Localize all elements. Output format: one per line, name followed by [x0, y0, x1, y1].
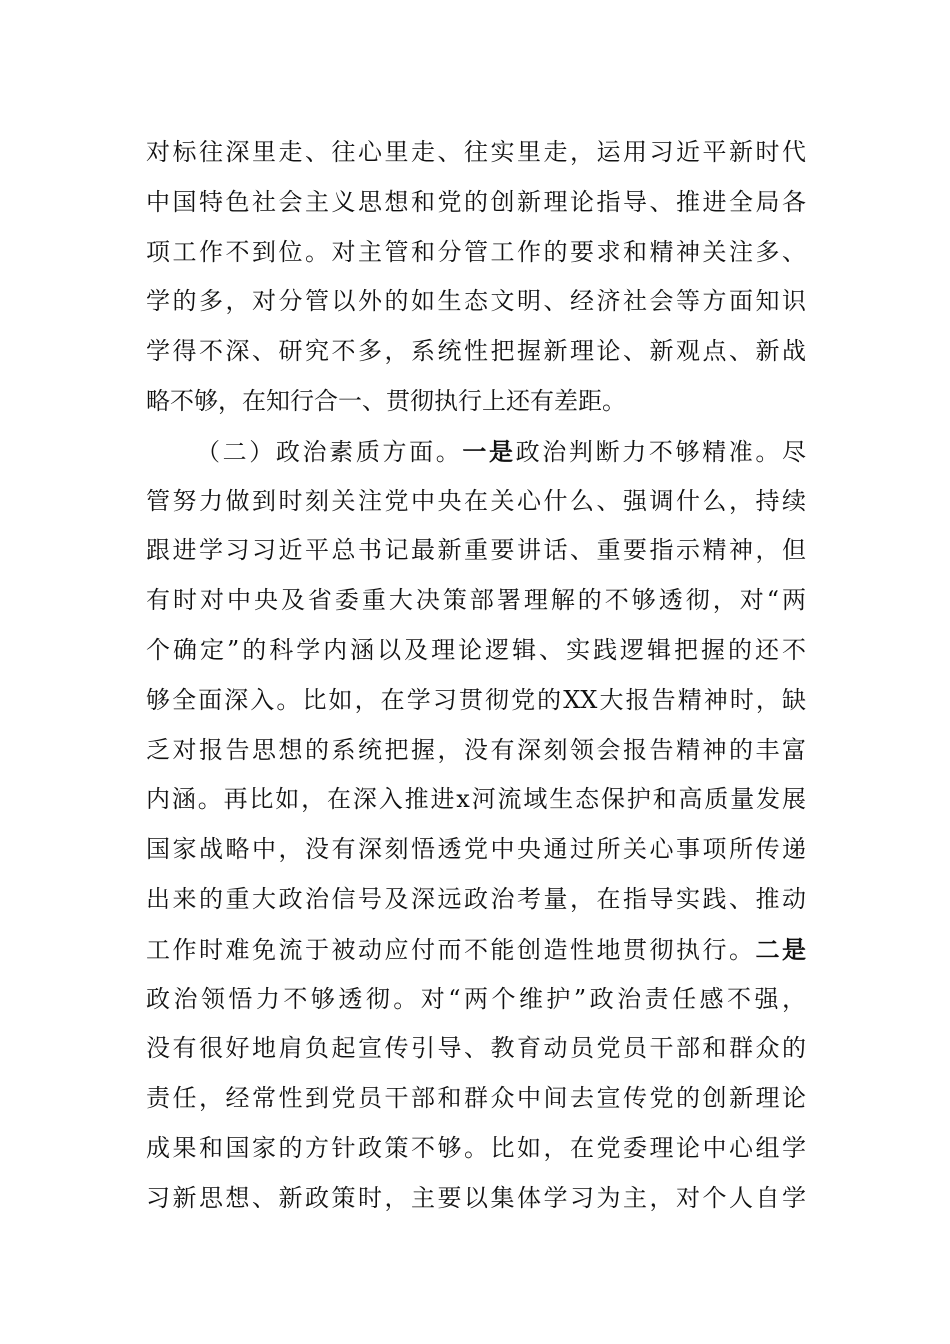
text-line-10: 有时对中央及省委重大决策部署理解的不够透彻，对“两: [146, 586, 806, 615]
text-line-3: 项工作不到位。对主管和分管工作的要求和精神关注多、: [146, 237, 806, 266]
text-line-11: 个确定”的科学内涵以及理论逻辑、实践逻辑把握的还不: [146, 635, 806, 664]
point-one-text: 政治判断力不够精准。尽: [515, 437, 807, 466]
text-line-5: 学得不深、研究不多，系统性把握新理论、新观点、新战: [146, 337, 806, 366]
text-line-19: 没有很好地肩负起宣传引导、教育动员党员干部和群众的: [146, 1034, 806, 1063]
text-line-13: 乏对报告思想的系统把握，没有深刻领会报告精神的丰富: [146, 735, 806, 764]
point-two-line: [146, 925, 806, 975]
text-line-14: 内涵。再比如，在深入推进x河流域生态保护和高质量发展: [146, 785, 806, 814]
text-line-12: 够全面深入。比如，在学习贯彻党的XX大报告精神时，缺: [146, 685, 806, 714]
text-line-15: 国家战略中，没有深刻悟透党中央通过所关心事项所传递: [146, 835, 806, 864]
body-text: [146, 128, 806, 1224]
point-one-marker: 一是: [462, 436, 516, 466]
text-line-20: 责任，经常性到党员干部和群众中间去宣传党的创新理论: [146, 1084, 806, 1113]
point-two-marker: 二是: [755, 934, 806, 964]
text-line-6: 略不够，在知行合一、贯彻执行上还有差距。: [146, 386, 626, 415]
text-line-21: 成果和国家的方针政策不够。比如，在党委理论中心组学: [146, 1133, 806, 1162]
text-line-9: 跟进学习习近平总书记最新重要讲话、重要指示精神，但: [146, 536, 806, 565]
section-heading-line: [146, 427, 806, 477]
text-line-2: 中国特色社会主义思想和党的创新理论指导、推进全局各: [146, 187, 806, 216]
text-line-8: 管努力做到时刻关注党中央在关心什么、强调什么，持续: [146, 486, 806, 515]
text-line-22: 习新思想、新政策时，主要以集体学习为主，对个人自学: [146, 1183, 806, 1212]
section-heading: （二）政治素质方面。: [196, 437, 463, 466]
point-one-ending: 工作时难免流于被动应付而不能创造性地贯彻执行。: [146, 935, 756, 964]
text-line-4: 学的多，对分管以外的如生态文明、经济社会等方面知识: [146, 287, 806, 316]
text-line-18: 政治领悟力不够透彻。对“两个维护”政治责任感不强，: [146, 984, 806, 1013]
text-line-1: 对标往深里走、往心里走、往实里走，运用习近平新时代: [146, 138, 806, 166]
text-line-16: 出来的重大政治信号及深远政治考量，在指导实践、推动: [146, 884, 806, 913]
